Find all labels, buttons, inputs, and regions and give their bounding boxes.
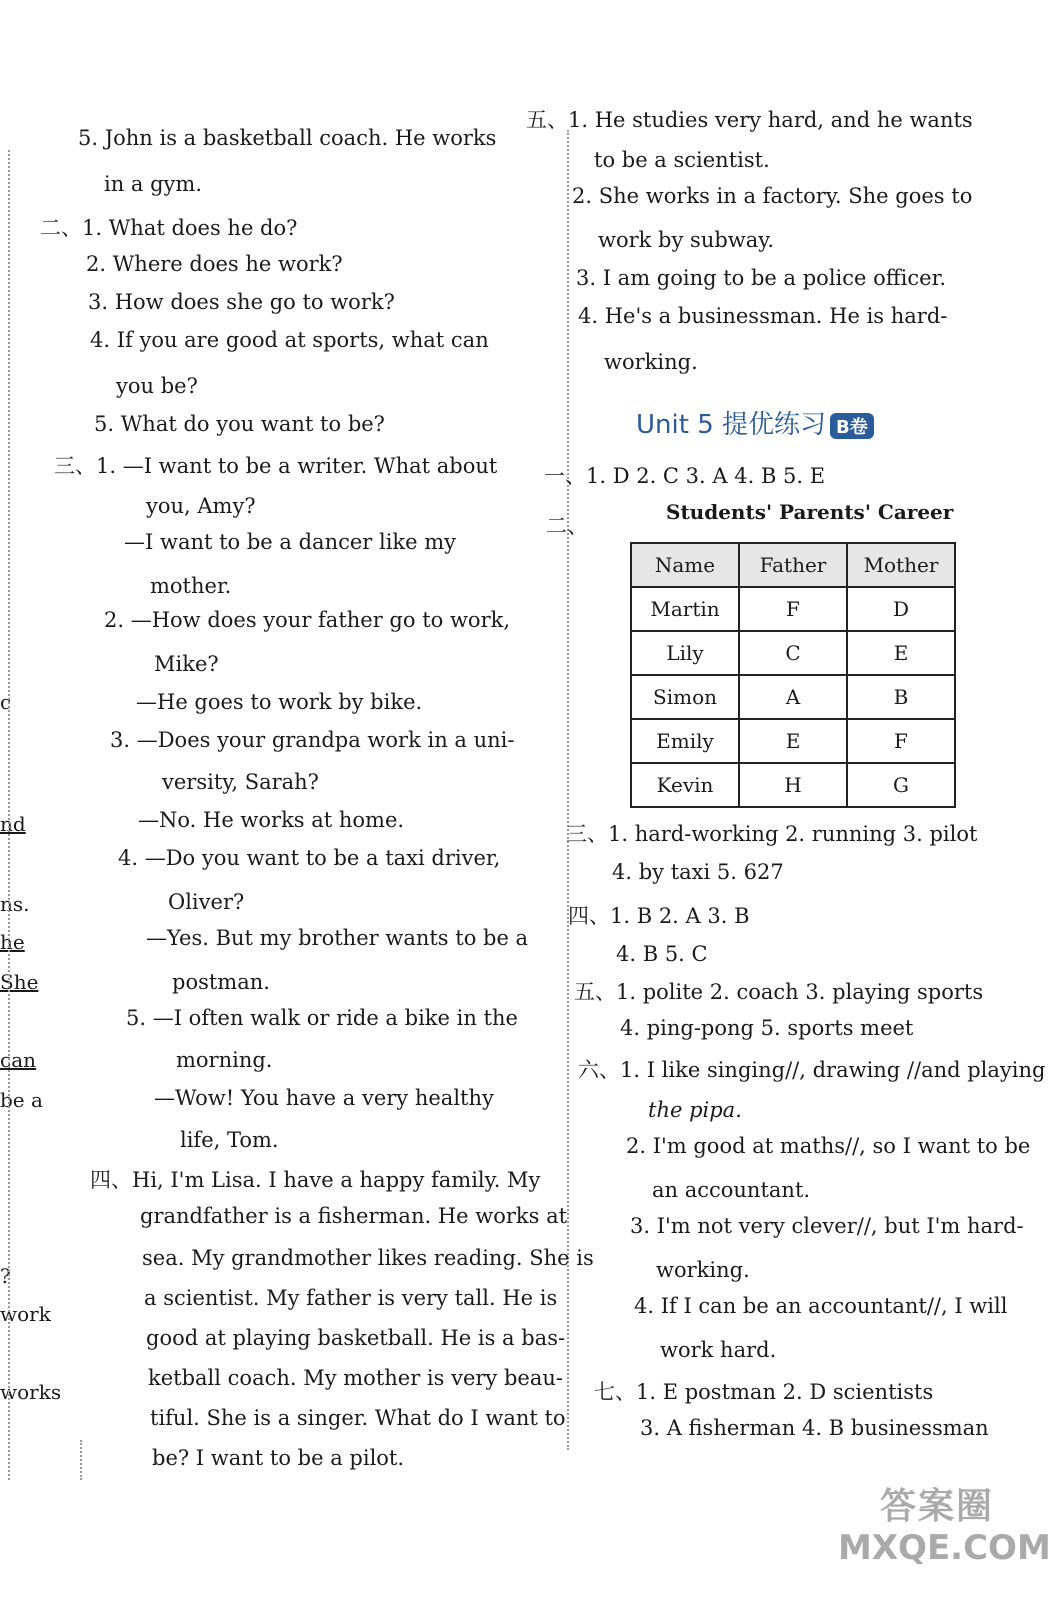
answer-line: working. [604,350,698,374]
answer-line: 4. by taxi 5. 627 [612,860,784,884]
cell-father: A [739,675,847,719]
answer-line: working. [656,1258,750,1282]
edge-fragment: ns. [0,892,30,916]
section-7-answers: 七、1. E postman 2. D scientists [594,1380,934,1404]
section-5-q1: 五、1. He studies very hard, and he wants [526,108,973,132]
table-row [631,719,955,763]
answer-line: 5. —I often walk or ride a bike in the [126,1006,518,1030]
table-header-row [631,543,955,587]
section-4-answers: 四、1. B 2. A 3. B [568,904,750,928]
edge-fragment: works [0,1380,62,1404]
answer-line: 3. A fisherman 4. B businessman [640,1416,989,1440]
answer-line: mother. [150,574,232,598]
table-row [631,587,955,631]
answer-line: —He goes to work by bike. [136,690,423,714]
answer-line: an accountant. [652,1178,811,1202]
right-column [526,0,1046,1600]
header-name: Name [631,543,739,587]
answer-line: 3. I am going to be a police officer. [576,266,946,290]
career-table [630,542,956,808]
edge-fragment: ? [0,1264,11,1288]
answer-line: versity, Sarah? [162,770,319,794]
edge-fragment: he [0,930,25,954]
answer-line: work hard. [660,1338,777,1362]
cell-father: F [739,587,847,631]
watermark-text: MXQE.COM [838,1528,1051,1568]
answer-line: you, Amy? [146,494,256,518]
answer-line: to be a scientist. [594,148,770,172]
answer-line: 2. Where does he work? [86,252,343,276]
edge-fragment: work [0,1302,51,1326]
answer-line: you be? [116,374,198,398]
edge-fragment: be a [0,1088,43,1112]
answer-line: 4. If I can be an accountant//, I will [634,1294,1008,1318]
cell-father: H [739,763,847,807]
passage-line: be? I want to be a pilot. [152,1446,405,1470]
header-mother: Mother [847,543,955,587]
cell-mother: F [847,719,955,763]
answer-line: 4. If you are good at sports, what can [90,328,489,352]
unit-title [636,404,874,441]
answer-line: 4. ping-pong 5. sports meet [620,1016,914,1040]
answer-line: 3. How does she go to work? [88,290,395,314]
cell-name: Simon [631,675,739,719]
left-margin-divider [8,150,10,1480]
cell-mother: D [847,587,955,631]
passage-line: tiful. She is a singer. What do I want to [150,1406,566,1430]
answer-line: morning. [176,1048,273,1072]
answer-line: Mike? [154,652,219,676]
passage-line: good at playing basketball. He is a bas- [146,1326,566,1350]
unit-badge: B卷 [830,413,874,439]
unit-title-text: Unit 5 提优练习 [636,410,826,440]
cell-name: Martin [631,587,739,631]
section-4-passage: 四、Hi, I'm Lisa. I have a happy family. My [90,1168,541,1192]
passage-line: ketball coach. My mother is very beau- [148,1366,563,1390]
table-row [631,675,955,719]
answer-line: 3. I'm not very clever//, but I'm hard- [630,1214,1024,1238]
answer-line: 2. I'm good at maths//, so I want to be [626,1134,1031,1158]
edge-fragment: nd [0,812,26,836]
answer-line: 4. —Do you want to be a taxi driver, [118,846,501,870]
passage-line: a scientist. My father is very tall. He is [144,1286,558,1310]
edge-fragment: can [0,1048,37,1072]
cell-name: Kevin [631,763,739,807]
answer-line: life, Tom. [180,1128,279,1152]
watermark-seal: 答案圈 [880,1486,995,1527]
cell-mother: B [847,675,955,719]
edge-fragment: c [0,690,12,714]
section-3-answers: 三、1. hard-working 2. running 3. pilot [566,822,978,846]
answer-line: work by subway. [598,228,775,252]
section-2-label: 二、 [546,514,588,538]
section-1-answers: 一、1. D 2. C 3. A 4. B 5. E [544,464,826,488]
left-column [40,0,594,1600]
answer-line: the pipa. [648,1098,742,1122]
answer-line: 5. John is a basketball coach. He works [78,126,497,150]
cell-name: Lily [631,631,739,675]
cell-father: E [739,719,847,763]
answer-line: 5. What do you want to be? [94,412,385,436]
section-6-answers: 六、1. I like singing//, drawing //and playing [578,1058,1046,1082]
cell-father: C [739,631,847,675]
answer-line: in a gym. [104,172,203,196]
answer-line: 2. She works in a factory. She goes to [572,184,973,208]
cell-mother: E [847,631,955,675]
answer-line: —Yes. But my brother wants to be a [146,926,529,950]
answer-line: Oliver? [168,890,245,914]
section-3-q1: 三、1. —I want to be a writer. What about [54,454,498,478]
answer-line: —Wow! You have a very healthy [154,1086,494,1110]
answer-line: 2. —How does your father go to work, [104,608,511,632]
passage-line: sea. My grandmother likes reading. She is [142,1246,594,1270]
table-row [631,631,955,675]
answer-line: —No. He works at home. [138,808,405,832]
answer-line: 4. B 5. C [616,942,708,966]
answer-line: postman. [172,970,270,994]
cell-name: Emily [631,719,739,763]
section-5-answers: 五、1. polite 2. coach 3. playing sports [574,980,984,1004]
answer-line: 4. He's a businessman. He is hard- [578,304,948,328]
answer-line: 3. —Does your grandpa work in a uni- [110,728,515,752]
table-row [631,763,955,807]
table-title: Students' Parents' Career [666,500,954,524]
answer-line: —I want to be a dancer like my [124,530,457,554]
passage-line: grandfather is a fisherman. He works at [140,1204,568,1228]
cell-mother: G [847,763,955,807]
edge-fragment: She [0,970,39,994]
section-2-q1: 二、1. What does he do? [40,216,298,240]
header-father: Father [739,543,847,587]
